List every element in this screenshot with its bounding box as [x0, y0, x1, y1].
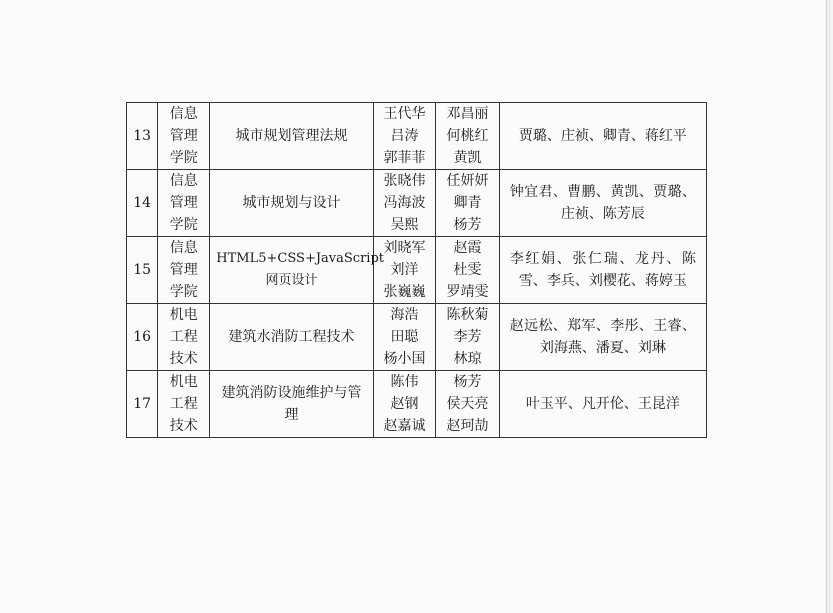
course-name: 城市规划管理法规: [210, 103, 373, 170]
college-cell: 信息 管理 学院: [158, 103, 210, 170]
teachers-cell: 邓昌丽 何桃红 黄凯: [436, 103, 500, 170]
row-number: 14: [127, 170, 158, 237]
college-cell: 信息 管理 学院: [158, 237, 210, 304]
lead-teachers-cell: 海浩 田聪 杨小国: [373, 304, 435, 371]
page-edge: [826, 0, 827, 613]
row-number: 13: [127, 103, 158, 170]
team-members: 赵远松、郑军、李彤、王睿、刘海燕、潘夏、刘琳: [499, 304, 706, 371]
course-name: 建筑消防设施维护与管理: [210, 371, 373, 438]
teachers-cell: 赵霞 杜雯 罗靖雯: [436, 237, 500, 304]
college-cell: 信息 管理 学院: [158, 170, 210, 237]
course-name: 建筑水消防工程技术: [210, 304, 373, 371]
table-row: [127, 170, 707, 237]
row-number: 16: [127, 304, 158, 371]
teachers-cell: 陈秋菊 李芳 林琼: [436, 304, 500, 371]
table-row: [127, 371, 707, 438]
lead-teachers-cell: 张晓伟 冯海波 吴熙: [373, 170, 435, 237]
row-number: 15: [127, 237, 158, 304]
lead-teachers-cell: 刘晓军 刘洋 张巍巍: [373, 237, 435, 304]
team-members: 贾璐、庄祯、卿青、蒋红平: [499, 103, 706, 170]
table-row: [127, 237, 707, 304]
lead-teachers-cell: 王代华 吕涛 郭菲菲: [373, 103, 435, 170]
course-team-table: [126, 102, 707, 438]
row-number: 17: [127, 371, 158, 438]
team-members: 李红娟、张仁瑞、龙丹、陈雪、李兵、刘樱花、蒋婷玉: [499, 237, 706, 304]
team-members: 叶玉平、凡开伦、王昆洋: [499, 371, 706, 438]
college-cell: 机电 工程 技术: [158, 304, 210, 371]
page-edge-shadow: [829, 0, 830, 613]
college-cell: 机电 工程 技术: [158, 371, 210, 438]
table-row: [127, 103, 707, 170]
team-members: 钟宜君、曹鹏、黄凯、贾璐、庄祯、陈芳辰: [499, 170, 706, 237]
course-name: HTML5+CSS+JavaScript网页设计: [210, 237, 373, 304]
teachers-cell: 任妍妍 卿青 杨芳: [436, 170, 500, 237]
course-name: 城市规划与设计: [210, 170, 373, 237]
table-row: [127, 304, 707, 371]
lead-teachers-cell: 陈伟 赵钢 赵嘉诚: [373, 371, 435, 438]
teachers-cell: 杨芳 侯天亮 赵珂劼: [436, 371, 500, 438]
